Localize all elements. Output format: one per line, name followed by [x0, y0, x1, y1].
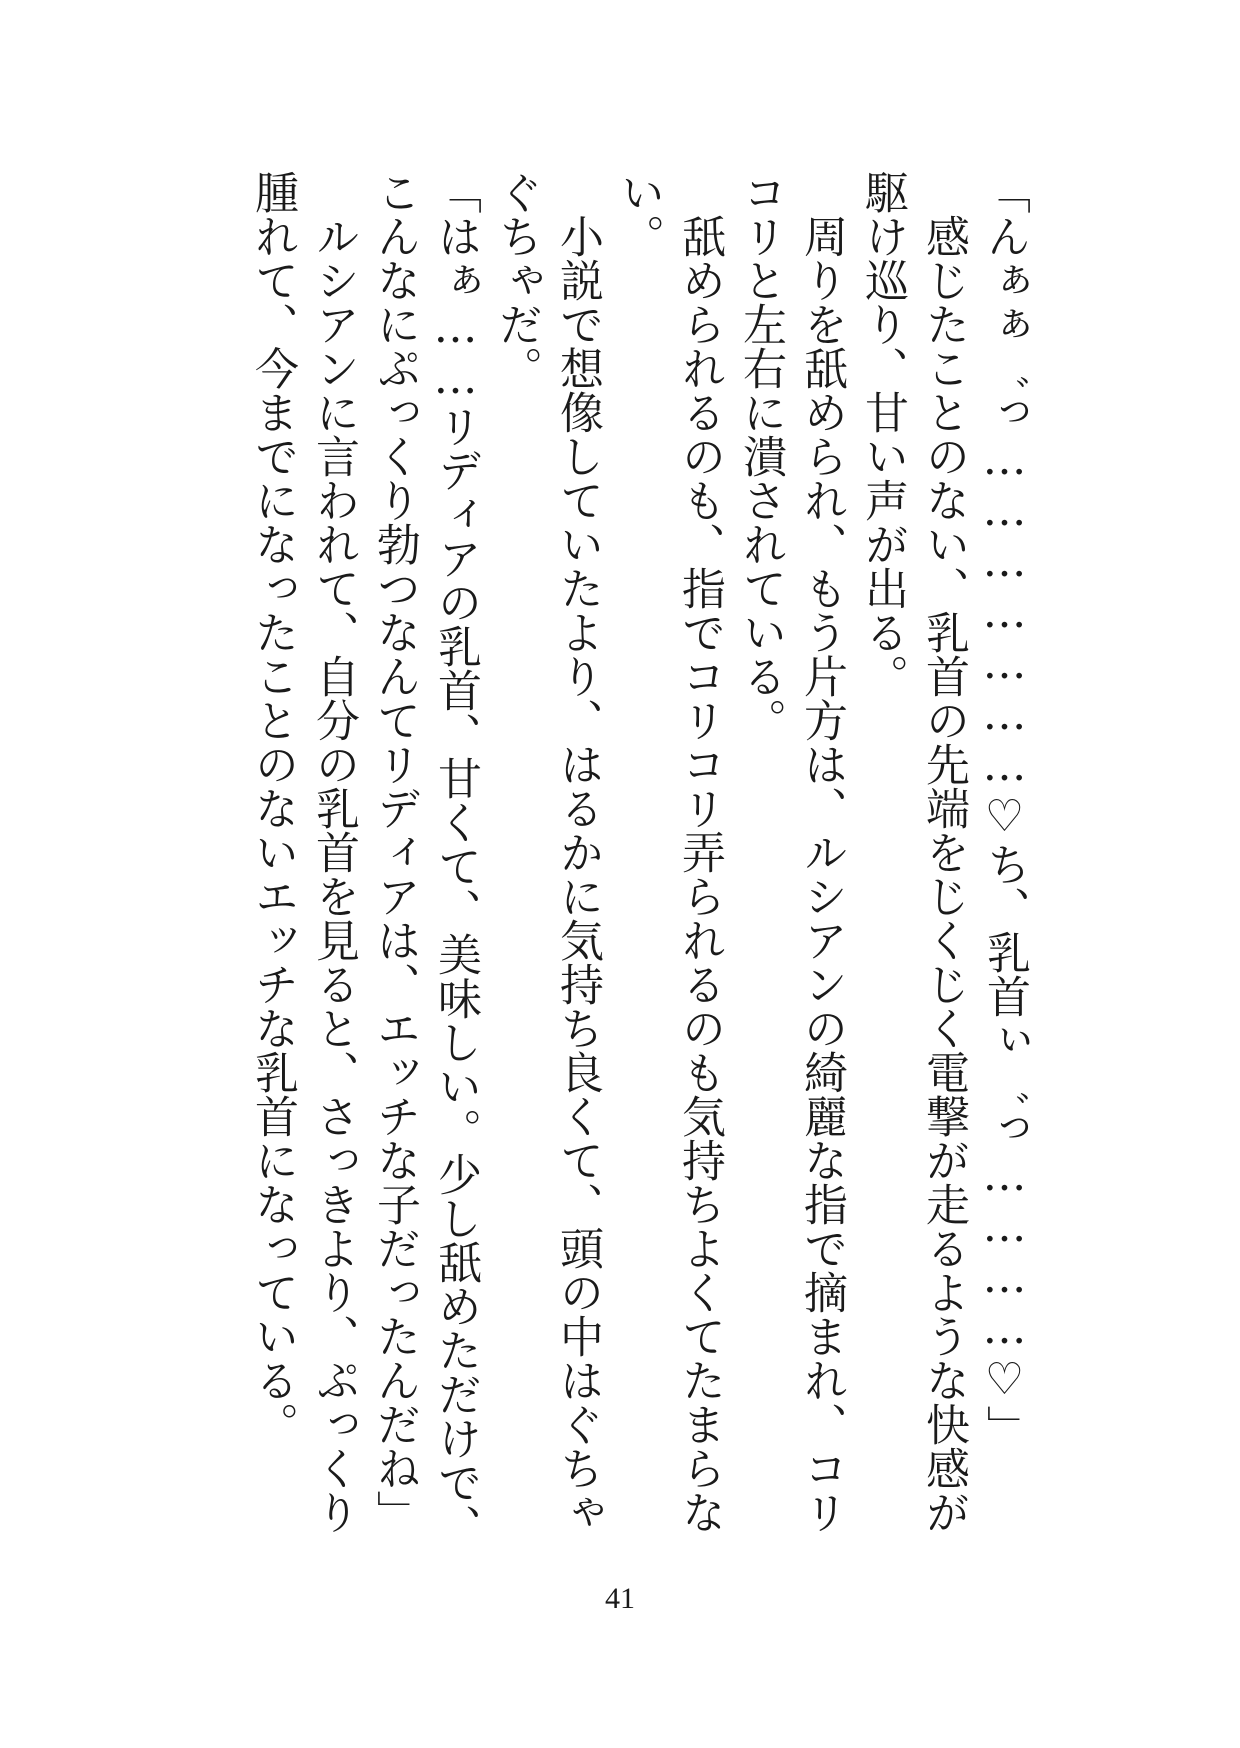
- paragraph-6: 「はぁ……リディアの乳首、甘くて、美味しい。少し舐めただけで、こんなにぷっくり勃つなんてリディアは、エッチな子だったんだね」: [369, 170, 481, 1548]
- paragraph-5: 小説で想像していたより、はるかに気持ち良くて、頭の中はぐちゃぐちゃだ。: [491, 170, 603, 1534]
- paragraph-7: ルシアンに言われて、自分の乳首を見ると、さっきより、ぷっくり腫れて、今までになったことのないエッチな乳首になっている。: [247, 170, 359, 1534]
- paragraph-2: 感じたことのない、乳首の先端をじくじく電撃が走るような快感が駆け巡り、甘い声が出る。: [857, 170, 969, 1534]
- paragraph-1: 「んぁぁ゛っ…………………♡ち、乳首ぃ゛っ…………♡」: [979, 170, 1030, 1449]
- vertical-text-body: [225, 170, 1035, 1550]
- paragraph-3: 周りを舐められ、もう片方は、ルシアンの綺麗な指で摘まれ、コリコリと左右に潰されている。: [735, 170, 847, 1534]
- paragraph-4: 舐められるのも、指でコリコリ弄られるのも気持ちよくてたまらない。: [613, 170, 725, 1534]
- page-number: 41: [605, 1582, 635, 1615]
